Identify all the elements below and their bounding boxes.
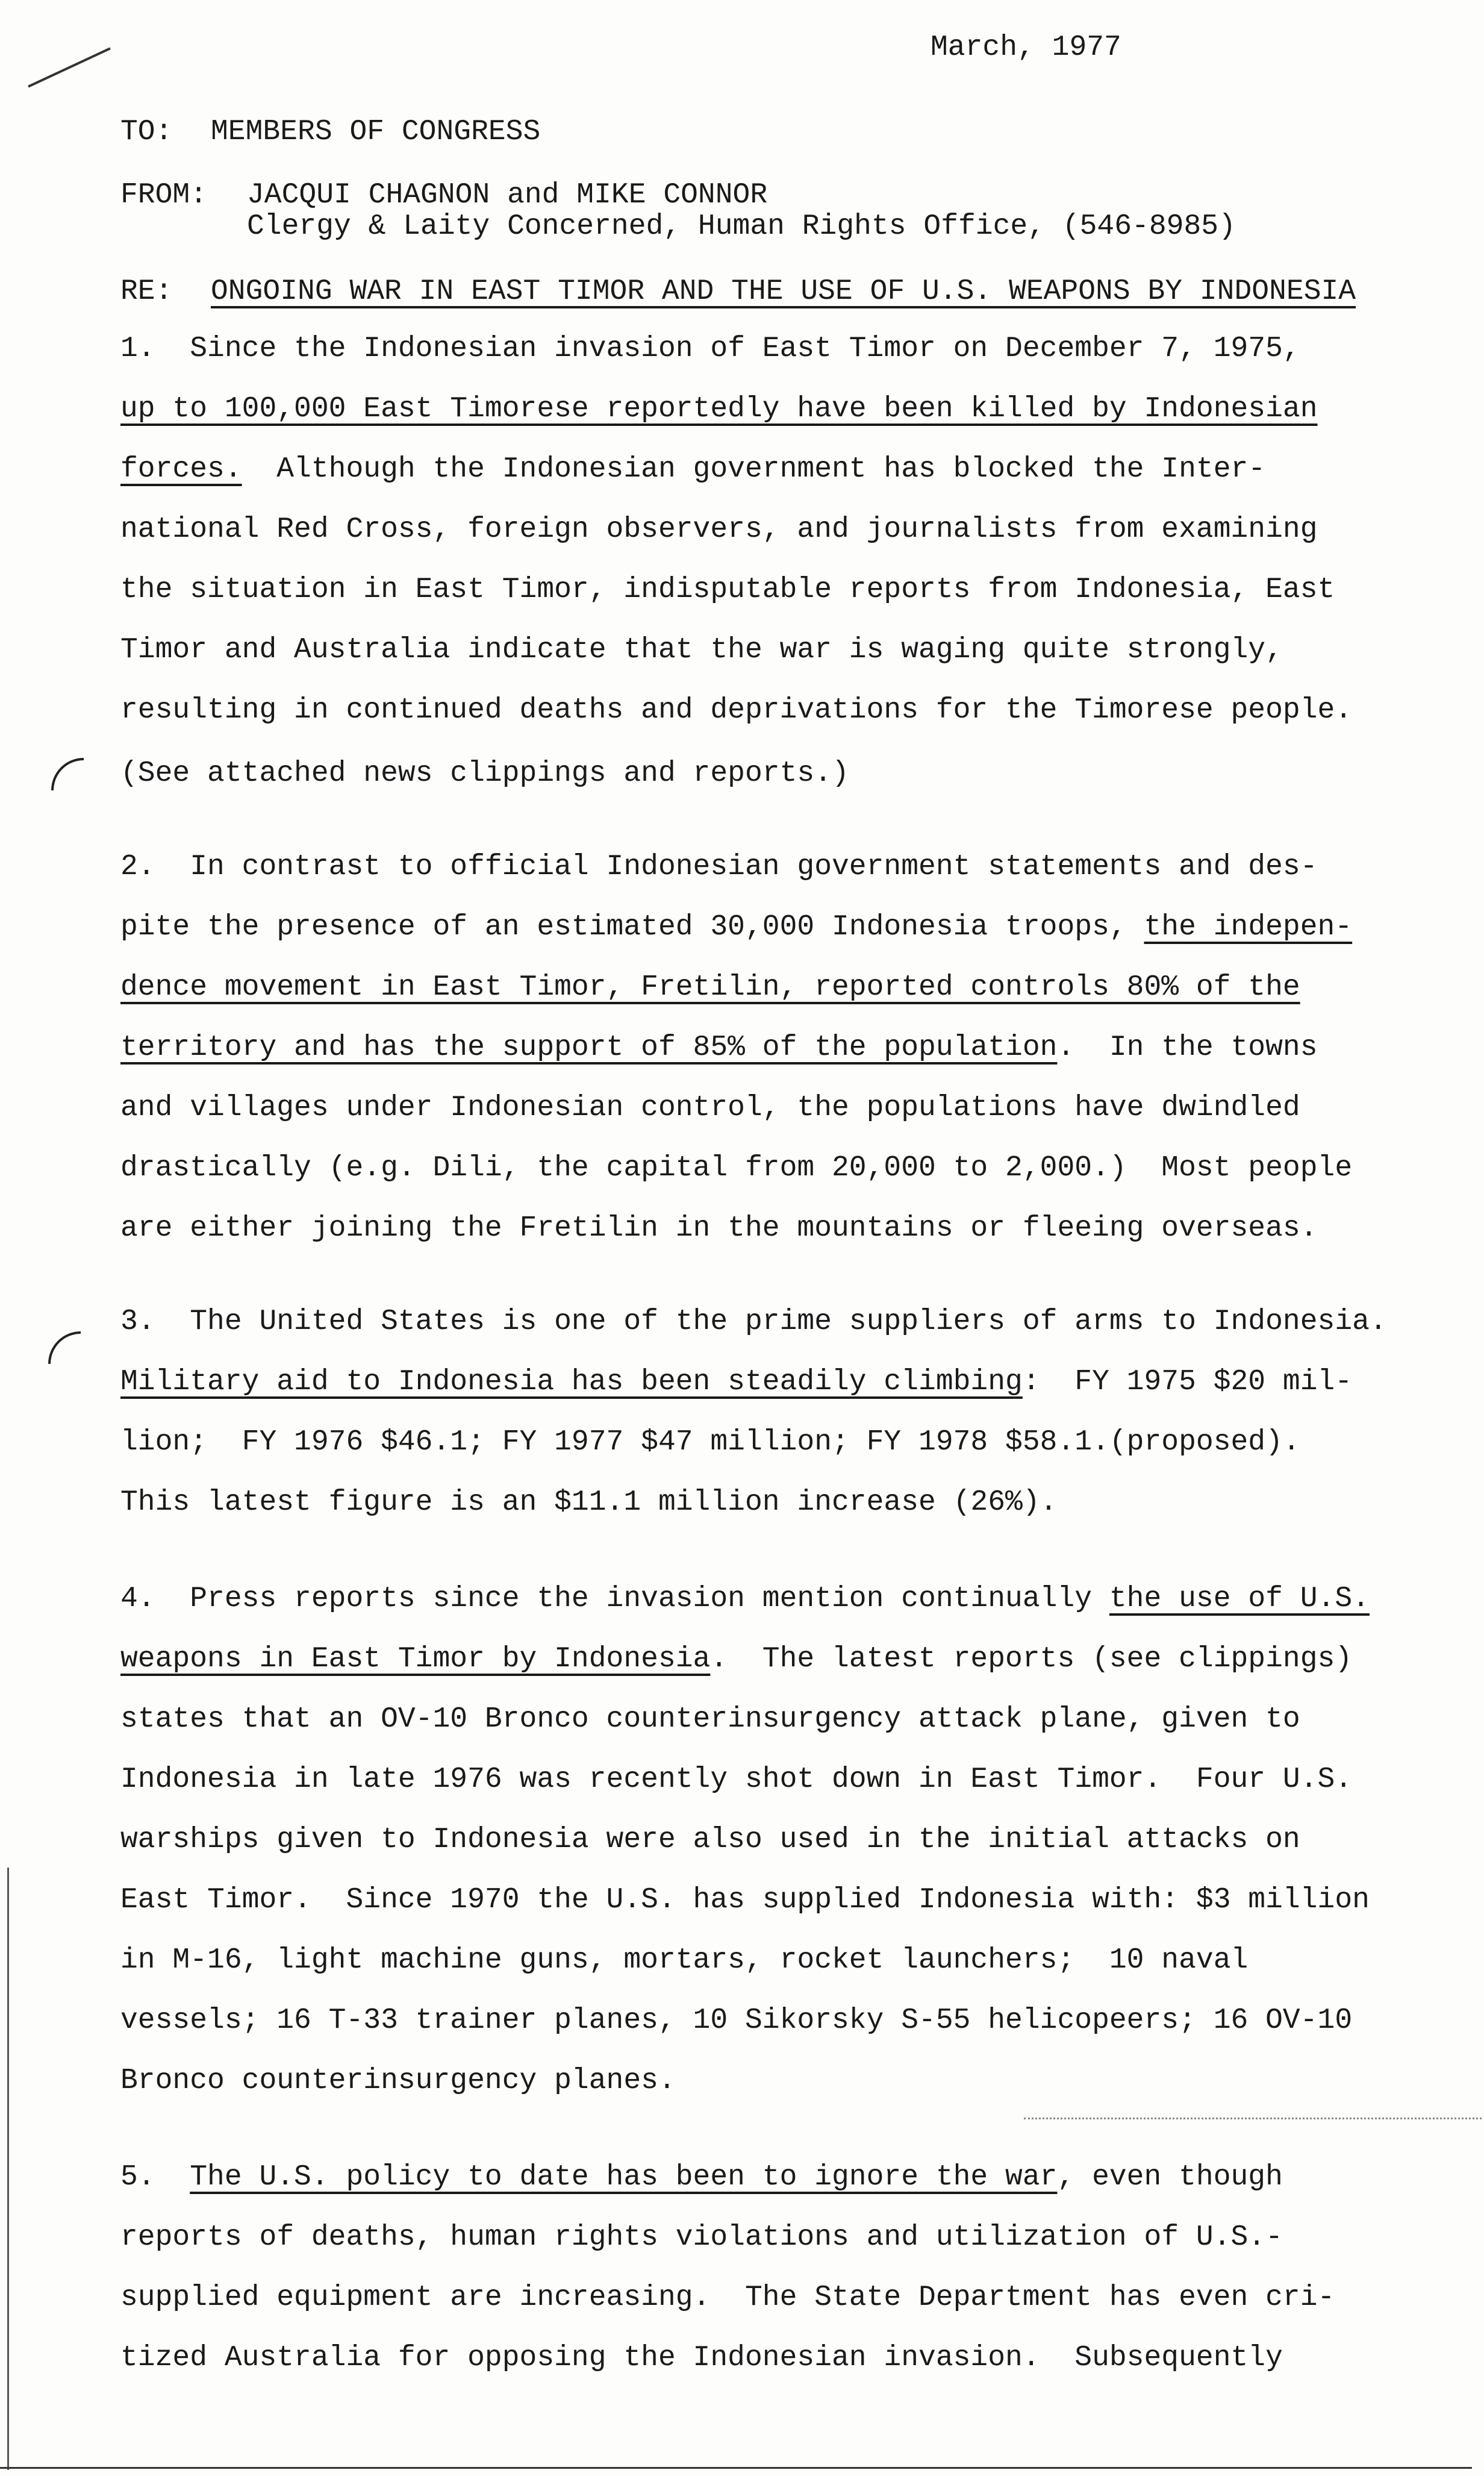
p4-line [120, 1584, 1370, 1613]
re-subject: ONGOING WAR IN EAST TIMOR AND THE USE OF U.S. WEAPONS BY INDONESIA [211, 275, 1356, 308]
to-label: TO: [120, 116, 173, 148]
p2-line: and villages under Indonesian control, the populations have dwindled [120, 1092, 1300, 1124]
p2-text: pite the presence of an estimated 30,000 Indonesia troops, [120, 911, 1144, 943]
p2-line: are either joining the Fretilin in the mountains or fleeing overseas. [120, 1212, 1318, 1245]
p2-underlined: the indepen- [1144, 911, 1353, 943]
p4-line: Bronco counterinsurgency planes. [120, 2065, 676, 2097]
p1-line: (See attached news clippings and reports.) [120, 757, 849, 790]
p4-line: vessels; 16 T-33 trainer planes, 10 Sikorsky S-55 helicopeers; 16 OV-10 [120, 2004, 1353, 2037]
p1-line: resulting in continued deaths and deprivations for the Timorese people. [120, 694, 1353, 727]
p3-text: : FY 1975 $20 mil- [1022, 1366, 1353, 1398]
p2-line: dence movement in East Timor, Fretilin, reported controls 80% of the [120, 971, 1300, 1004]
from-names: JACQUI CHAGNON and MIKE CONNOR [247, 179, 768, 211]
pen-mark [28, 47, 111, 87]
p2-underlined: territory and has the support of 85% of the population [120, 1031, 1058, 1064]
p4-line: Indonesia in late 1976 was recently shot down in East Timor. Four U.S. [120, 1763, 1353, 1796]
p2-line [120, 1033, 1318, 1062]
p1-underlined: forces. [120, 453, 242, 486]
p1-line: the situation in East Timor, indisputable reports from Indonesia, East [120, 574, 1335, 606]
from-organization: Clergy & Laity Concerned, Human Rights Office, (546-8985) [247, 210, 1236, 243]
p4-text: 4. Press reports since the invasion mention continually [120, 1583, 1109, 1615]
to-value: MEMBERS OF CONGRESS [211, 116, 541, 148]
p2-line: drastically (e.g. Dili, the capital from 20,000 to 2,000.) Most people [120, 1152, 1353, 1184]
scan-bottom-edge [0, 2467, 1472, 2469]
p4-line [120, 1645, 1352, 1674]
p5-line: tized Australia for opposing the Indonesian invasion. Subsequently [120, 2342, 1283, 2374]
p4-line: in M-16, light machine guns, mortars, rocket launchers; 10 naval [120, 1944, 1249, 1977]
from-label: FROM: [120, 179, 208, 211]
p3-line: lion; FY 1976 $46.1; FY 1977 $47 million; FY 1978 $58.1.(proposed). [120, 1426, 1300, 1458]
p4-underlined: the use of U.S. [1109, 1583, 1370, 1615]
scan-dots [1024, 2118, 1482, 2121]
p4-line: states that an OV-10 Bronco counterinsurgency attack plane, given to [120, 1703, 1300, 1736]
p5-underlined: The U.S. policy to date has been to ignore the war [190, 2161, 1058, 2193]
p5-line: reports of deaths, human rights violations and utilization of U.S.- [120, 2221, 1283, 2254]
memo-date: March, 1977 [931, 31, 1121, 64]
p3-line [120, 1368, 1352, 1396]
p3-line: 3. The United States is one of the prime suppliers of arms to Indonesia. [120, 1305, 1387, 1338]
p2-text: . In the towns [1057, 1031, 1318, 1064]
p4-underlined: weapons in East Timor by Indonesia [120, 1643, 711, 1675]
p2-line [120, 913, 1352, 942]
p3-line: This latest figure is an $11.1 million increase (26%). [120, 1486, 1058, 1519]
p2-line: 2. In contrast to official Indonesian government statements and des- [120, 851, 1318, 883]
p4-text: . The latest reports (see clippings) [710, 1643, 1353, 1675]
p4-line: East Timor. Since 1970 the U.S. has supplied Indonesia with: $3 million [120, 1884, 1370, 1916]
p1-line: Timor and Australia indicate that the war is waging quite strongly, [120, 634, 1283, 666]
p5-line: supplied equipment are increasing. The State Department has even cri- [120, 2281, 1335, 2314]
p3-underlined: Military aid to Indonesia has been steadily climbing [120, 1366, 1023, 1398]
p1-line [120, 455, 1265, 484]
p1-text: Although the Indonesian government has blocked the Inter- [242, 453, 1266, 486]
p5-line [120, 2163, 1283, 2192]
p1-line: national Red Cross, foreign observers, and journalists from examining [120, 513, 1318, 546]
p4-line: warships given to Indonesia were also used in the initial attacks on [120, 1824, 1300, 1856]
p1-line: 1. Since the Indonesian invasion of East Timor on December 7, 1975, [120, 333, 1300, 365]
re-label: RE: [120, 275, 173, 308]
margin-mark [51, 758, 84, 790]
scan-edge [7, 1868, 9, 2470]
p5-text: , even though [1057, 2161, 1283, 2193]
p1-line: up to 100,000 East Timorese reportedly have been killed by Indonesian [120, 393, 1318, 425]
p5-text: 5. [120, 2161, 190, 2193]
margin-mark [48, 1331, 81, 1364]
